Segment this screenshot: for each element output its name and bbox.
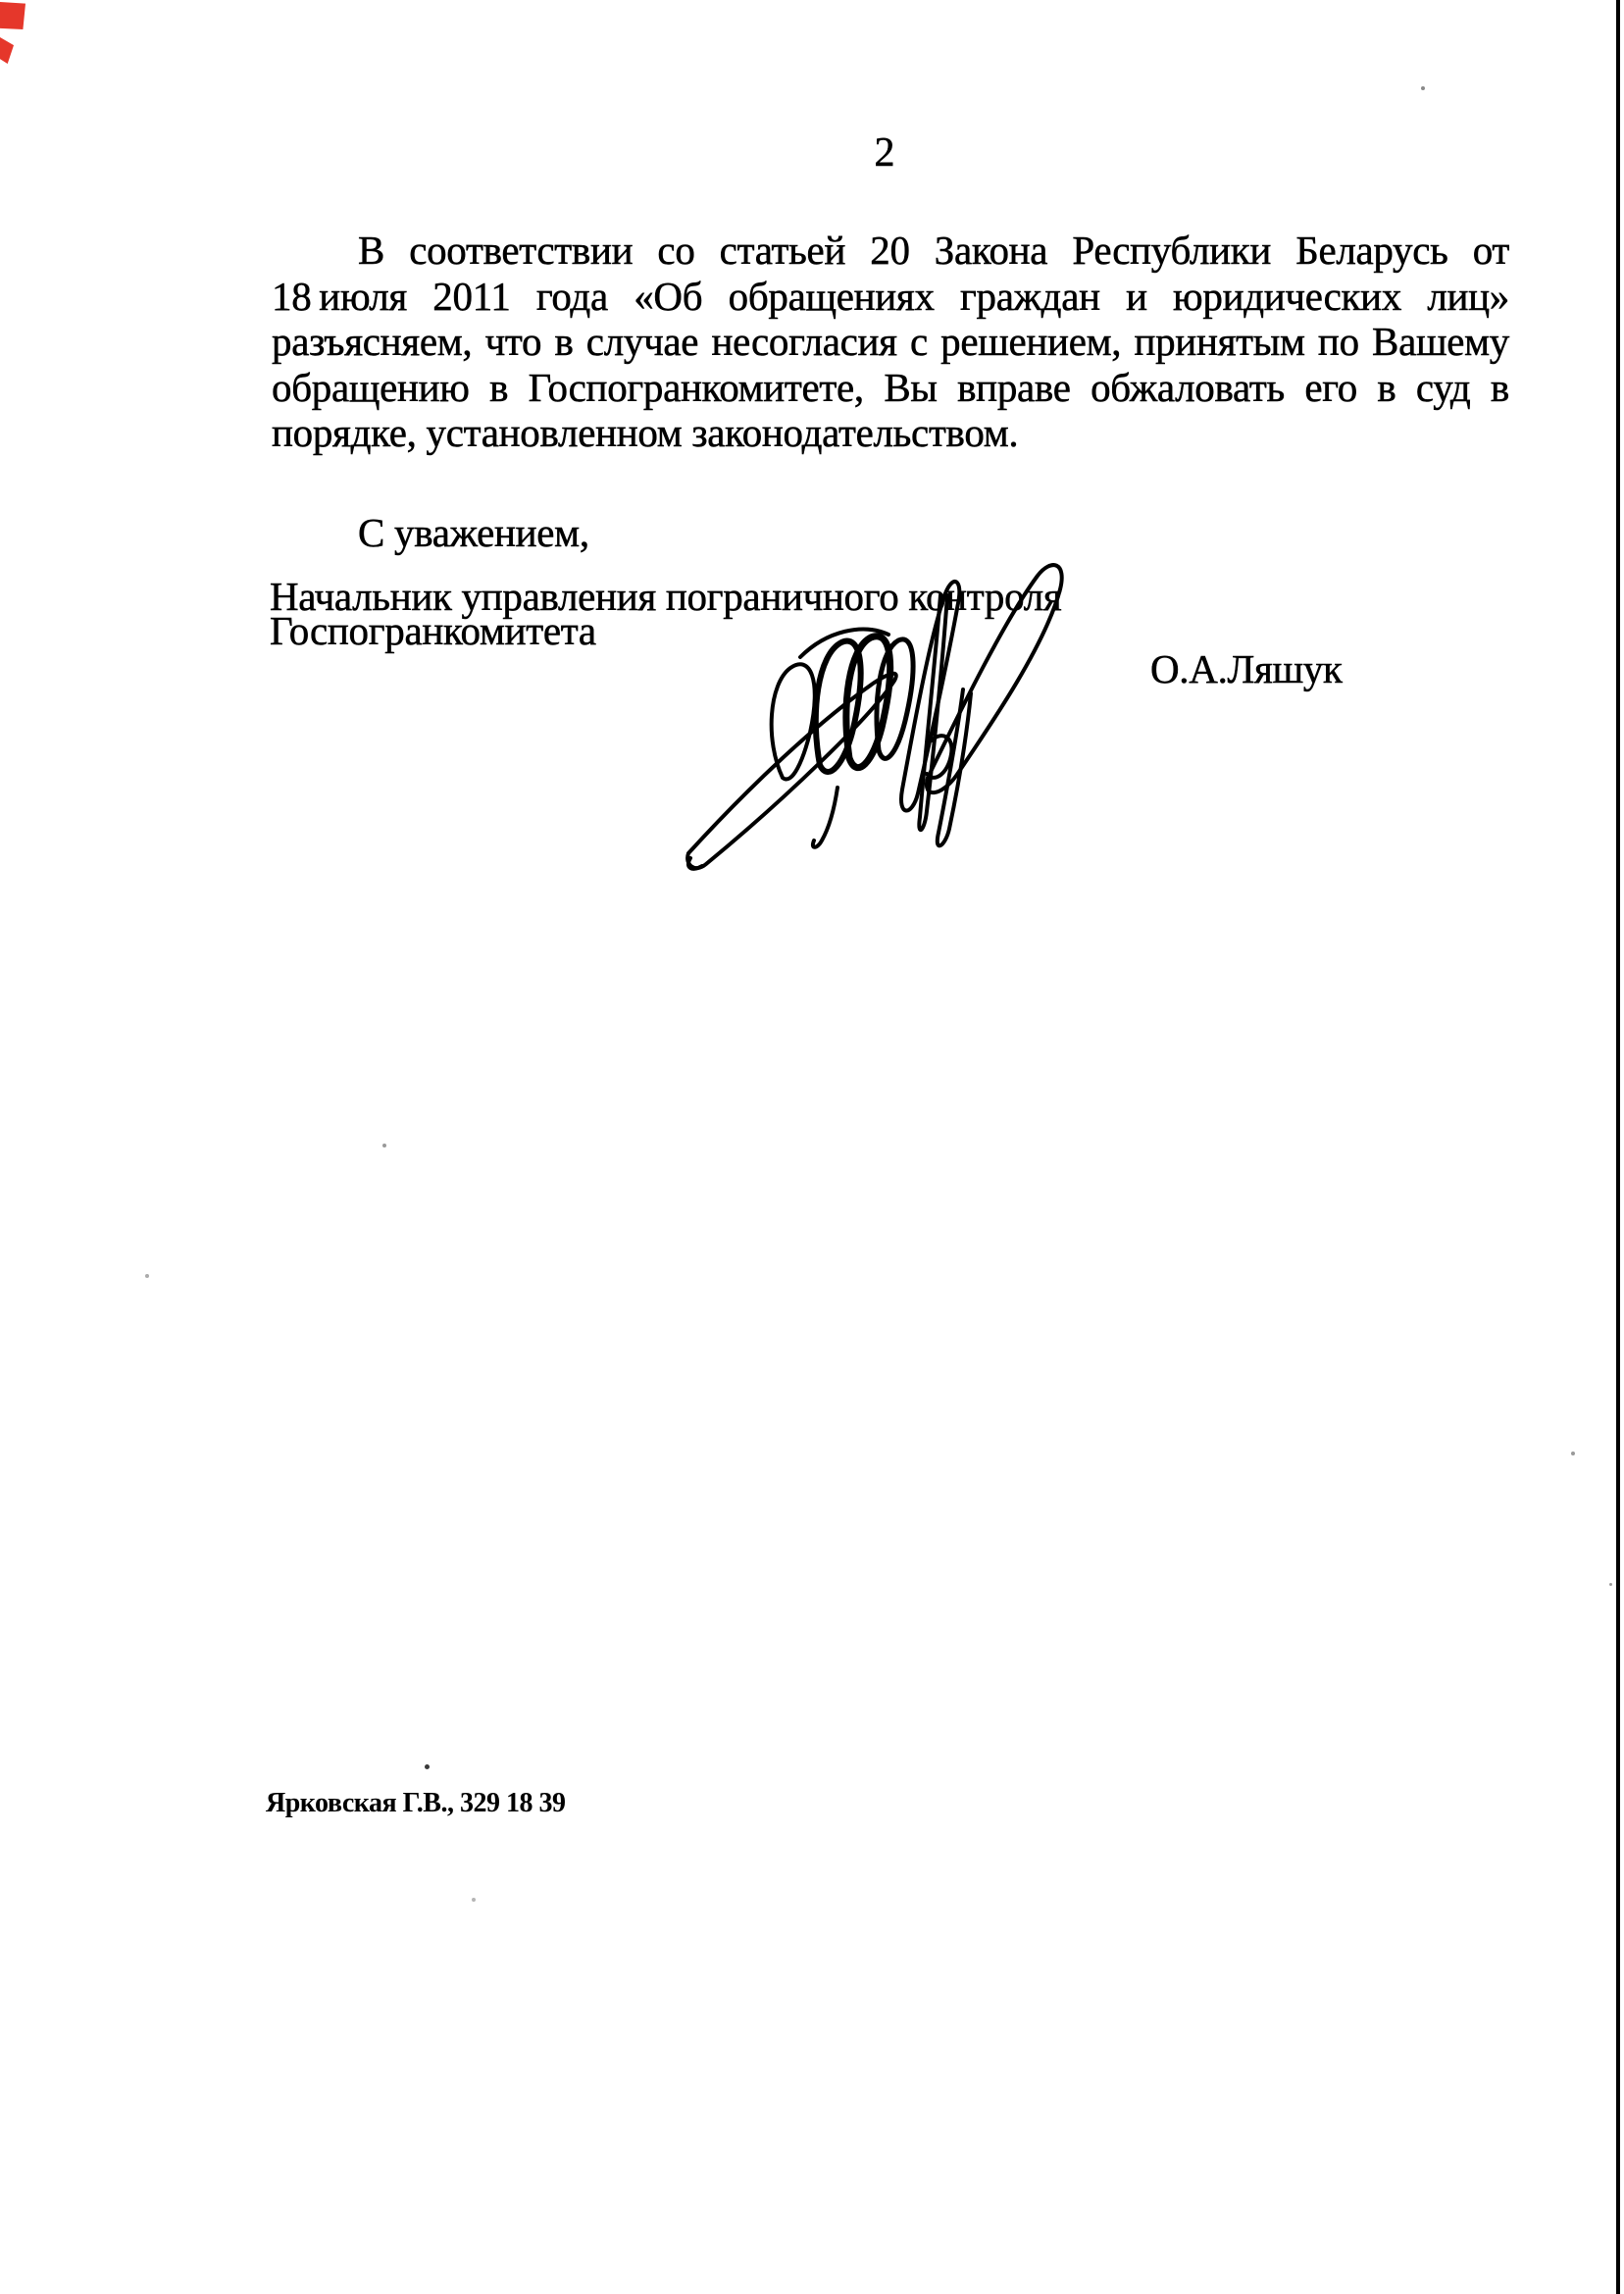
scan-speck: [1571, 1452, 1575, 1455]
signer-title-line: Начальник управления пограничного контроля: [270, 574, 1062, 619]
scan-speck: [1421, 86, 1425, 90]
signer-title-line: Госпогранкомитета: [270, 608, 596, 653]
paragraph-line: порядке, установленном законодательством.: [272, 410, 1019, 455]
red-scan-mark: [0, 2, 25, 29]
letter-closing: С уважением,: [358, 510, 589, 555]
scan-speck: [1609, 1583, 1612, 1586]
signer-name: О.А.Ляшук: [1150, 646, 1343, 691]
paragraph-line: обращению в Госпогранкомитете, Вы вправе обжаловать его в суд в: [272, 364, 1509, 410]
paragraph-line: разъясняем, что в случае несогласия с решением, принятым по Вашему: [272, 319, 1509, 364]
scan-speck: [472, 1898, 476, 1902]
executor-contact: Ярковская Г.В., 329 18 39: [266, 1788, 566, 1818]
signature-scribble: [655, 535, 1101, 873]
scan-edge-line: [1616, 0, 1620, 2294]
page-number: 2: [874, 130, 895, 176]
paragraph-line: 18 июля 2011 года «Об обращениях граждан и юридических лиц»: [272, 273, 1509, 319]
scan-speck: [425, 1764, 430, 1769]
scan-speck: [145, 1274, 149, 1278]
scan-speck: [382, 1144, 386, 1147]
red-scan-mark: [0, 37, 14, 64]
paragraph-line: В соответствии со статьей 20 Закона Республики Беларусь от: [358, 228, 1509, 273]
letter-body-paragraph: [272, 228, 1509, 456]
